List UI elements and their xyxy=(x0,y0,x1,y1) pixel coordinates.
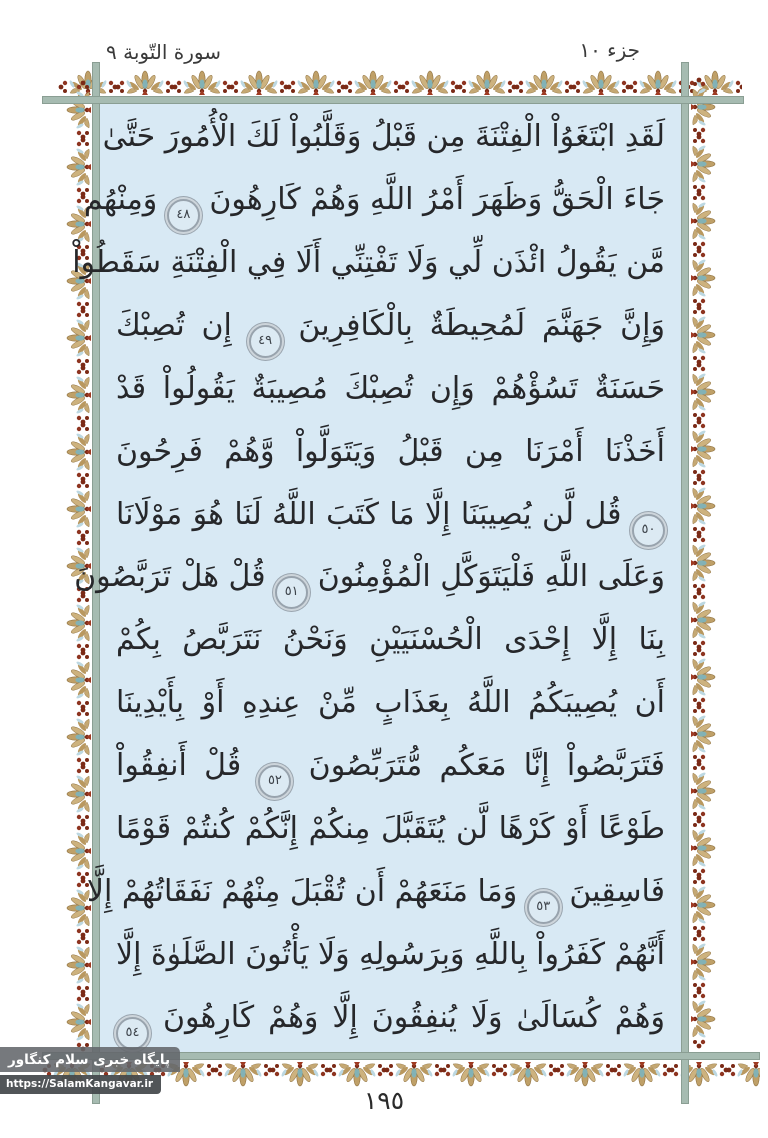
frame-bar-right xyxy=(681,62,689,1104)
ayah-end-marker: ٥٢ xyxy=(258,765,291,798)
frame-ornament-top xyxy=(58,67,742,96)
ayah-end-marker: ٥٤ xyxy=(116,1017,149,1050)
ayah-end-marker: ٥٠ xyxy=(632,514,665,547)
quran-line: فَتَرَبَّصُواْ إِنَّا مَعَكُم مُّتَرَبِّصُونَ ٥٢ قُلْ أَنفِقُواْ xyxy=(116,735,665,798)
quran-line: جَاءَ الْحَقُّ وَظَهَرَ أَمْرُ اللَّهِ وَهُمْ كَارِهُونَ ٤٨ وَمِنْهُم xyxy=(116,169,665,232)
ayah-end-marker: ٥٣ xyxy=(527,891,560,924)
quran-line: لَقَدِ ابْتَغَوُاْ الْفِتْنَةَ مِن قَبْلُ وَقَلَّبُواْ لَكَ الْأُمُورَ حَتَّىٰ xyxy=(102,119,665,154)
quran-line: فَاسِقِينَ ٥٣ وَمَا مَنَعَهُمْ أَن تُقْبَلَ مِنْهُمْ نَفَقَاتُهُمْ إِلَّا xyxy=(116,861,665,924)
quran-line: مَّن يَقُولُ ائْذَن لِّي وَلَا تَفْتِنِّي أَلَا فِي الْفِتْنَةِ سَقَطُواْ xyxy=(72,244,665,280)
juz-label: جزء ١٠ xyxy=(579,38,640,62)
quran-line: طَوْعًا أَوْ كَرْهًا لَّن يُتَقَبَّلَ مِنكُمْ إِنَّكُمْ كُنتُمْ قَوْمًا xyxy=(116,811,665,847)
quran-text-block xyxy=(72,106,665,1050)
frame-ornament-right xyxy=(690,77,719,1052)
page-number: ١٩٥ xyxy=(363,1086,405,1115)
quran-line: وَعَلَى اللَّهِ فَلْيَتَوَكَّلِ الْمُؤْمِنُونَ ٥١ قُلْ هَلْ تَرَبَّصُونَ xyxy=(116,546,665,609)
quran-line: بِنَا إِلَّا إِحْدَى الْحُسْنَيَيْنِ وَنَحْنُ نَتَرَبَّصُ بِكُمْ xyxy=(116,622,665,658)
quran-line: أَنَّهُمْ كَفَرُواْ بِاللَّهِ وَبِرَسُولِهِ وَلَا يَأْتُونَ الصَّلَوٰةَ إِلَّا xyxy=(115,936,665,972)
quran-line: وَهُمْ كُسَالَىٰ وَلَا يُنفِقُونَ إِلَّا وَهُمْ كَارِهُونَ ٥٤ xyxy=(116,987,665,1050)
quran-line: أَخَذْنَا أَمْرَنَا مِن قَبْلُ وَيَتَوَلَّواْ وَّهُمْ فَرِحُونَ xyxy=(116,433,665,469)
quran-line: أَن يُصِيبَكُمُ اللَّهُ بِعَذَابٍ مِّنْ عِندِهِ أَوْ بِأَيْدِينَا xyxy=(116,685,665,721)
ayah-end-marker: ٤٨ xyxy=(167,199,200,232)
watermark-url: https://SalamKangavar.ir xyxy=(0,1075,161,1094)
watermark-title: پایگاه خبری سلام کنگاور xyxy=(0,1047,180,1072)
ayah-end-marker: ٥١ xyxy=(275,576,308,609)
frame-bar-top xyxy=(42,96,744,104)
quran-line: وَإِنَّ جَهَنَّمَ لَمُحِيطَةٌ بِالْكَافِرِينَ ٤٩ إِن تُصِبْكَ xyxy=(116,295,665,358)
ayah-end-marker: ٤٩ xyxy=(249,325,282,358)
watermark xyxy=(0,1047,180,1094)
surah-title: سورة التّوبة ٩ xyxy=(106,40,221,64)
quran-line: ٥٠ قُل لَّن يُصِيبَنَا إِلَّا مَا كَتَبَ اللَّهُ لَنَا هُوَ مَوْلَانَا xyxy=(116,484,665,547)
quran-line: حَسَنَةٌ تَسُؤْهُمْ وَإِن تُصِبْكَ مُصِيبَةٌ يَقُولُواْ قَدْ xyxy=(116,370,665,406)
